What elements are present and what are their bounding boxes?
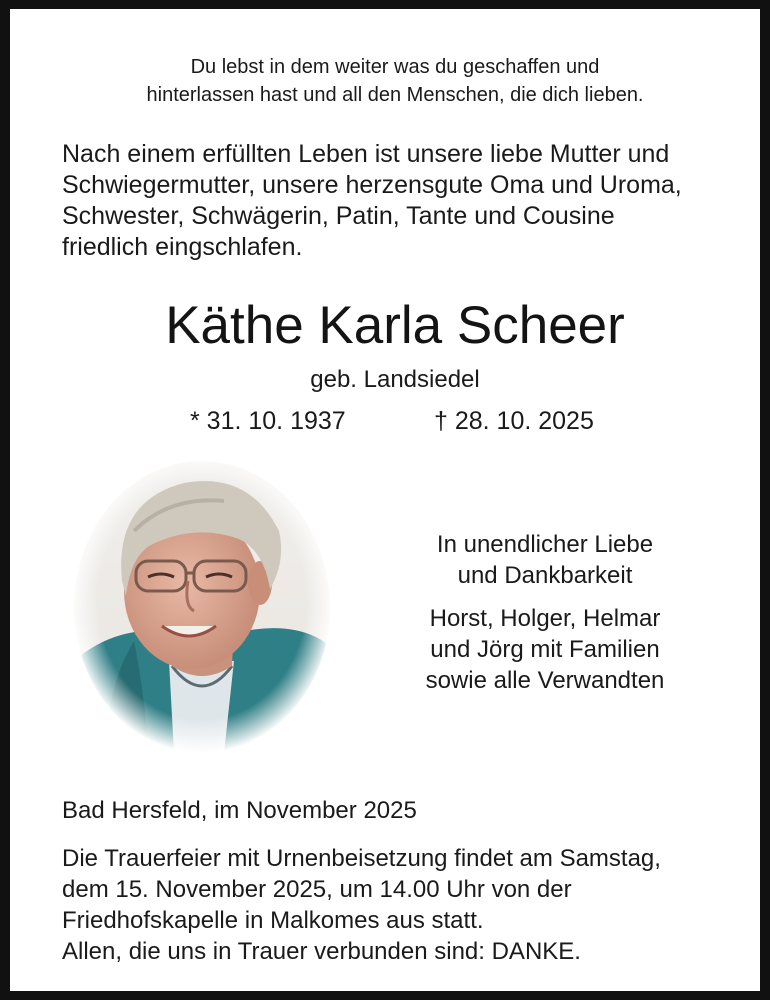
service-line: Friedhofskapelle in Malkomes aus statt.: [62, 907, 484, 934]
mourners-line: und Jörg mit Familien: [430, 636, 660, 663]
service-line: Die Trauerfeier mit Urnenbeisetzung findet am Samstag,: [62, 845, 661, 872]
maiden-name: geb. Landsiedel: [310, 366, 480, 393]
intro-line: friedlich eingschlafen.: [62, 233, 303, 261]
deceased-name: Käthe Karla Scheer: [165, 296, 625, 355]
service-line: Allen, die uns in Trauer verbunden sind: DANKE.: [62, 938, 581, 965]
intro-line: Schwiegermutter, unsere herzensgute Oma und Uroma,: [62, 171, 682, 199]
mourners-line: Horst, Holger, Helmar: [429, 605, 661, 632]
place-date: Bad Hersfeld, im November 2025: [62, 797, 417, 824]
service-line: dem 15. November 2025, um 14.00 Uhr von der: [62, 876, 572, 903]
portrait-photo: [74, 461, 330, 753]
motto-verse: [10, 53, 770, 109]
intro-text: [62, 139, 742, 263]
motto-line: Du lebst in dem weiter was du geschaffen und: [190, 56, 600, 78]
intro-line: Schwester, Schwägerin, Patin, Tante und Cousine: [62, 202, 615, 230]
mourners-line: und Dankbarkeit: [457, 562, 633, 589]
mourners-line: In unendlicher Liebe: [436, 531, 654, 558]
intro-line: Nach einem erfüllten Leben ist unsere liebe Mutter und: [62, 140, 670, 168]
motto-line: hinterlassen hast und all den Menschen, die dich lieben.: [146, 84, 644, 106]
funeral-service-text: [62, 843, 752, 967]
death-date: † 28. 10. 2025: [434, 407, 594, 435]
mourners-block: [405, 529, 685, 696]
mourners-line: sowie alle Verwandten: [425, 667, 665, 694]
birth-date: * 31. 10. 1937: [190, 407, 346, 435]
